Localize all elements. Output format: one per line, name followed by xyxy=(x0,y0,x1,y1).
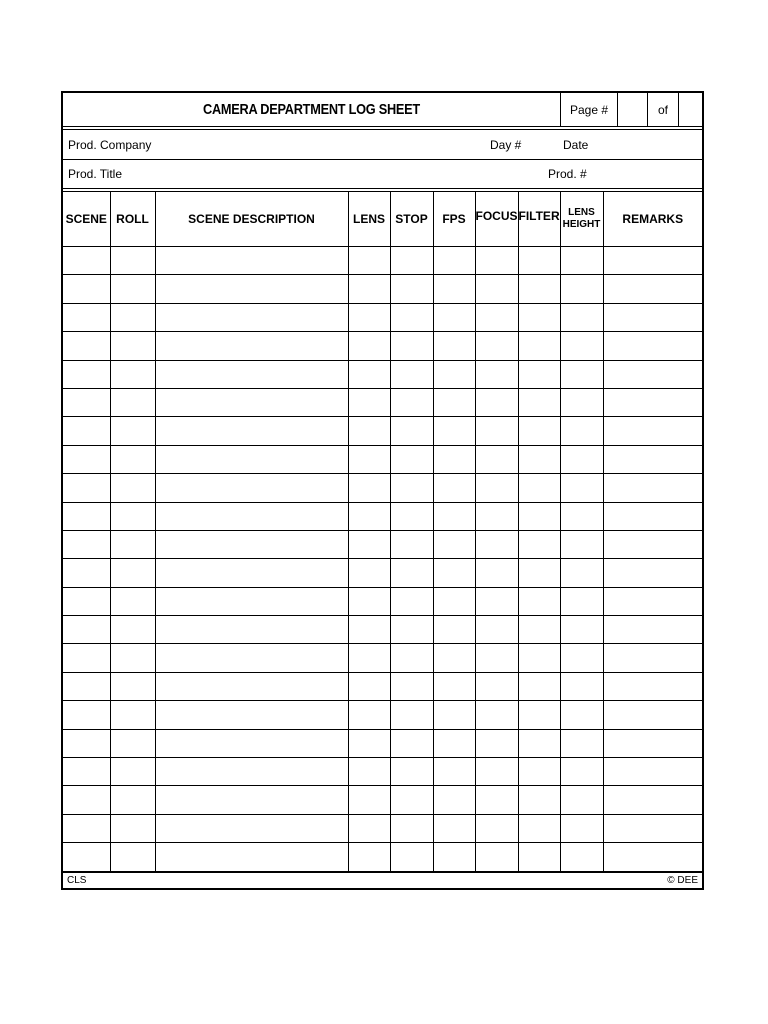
cell-scene[interactable] xyxy=(63,814,110,842)
cell-focus[interactable] xyxy=(475,388,518,416)
cell-scene[interactable] xyxy=(63,644,110,672)
cell-focus[interactable] xyxy=(475,474,518,502)
cell-stop[interactable] xyxy=(390,474,433,502)
cell-stop[interactable] xyxy=(390,701,433,729)
cell-fps[interactable] xyxy=(433,530,475,558)
cell-focus[interactable] xyxy=(475,530,518,558)
cell-stop[interactable] xyxy=(390,814,433,842)
cell-lens[interactable] xyxy=(348,758,390,786)
cell-stop[interactable] xyxy=(390,417,433,445)
cell-lens[interactable] xyxy=(348,729,390,757)
cell-roll[interactable] xyxy=(110,587,155,615)
table-row xyxy=(63,502,702,530)
cell-lens[interactable] xyxy=(348,587,390,615)
cell-filter[interactable] xyxy=(518,843,560,871)
cell-lens-height[interactable] xyxy=(560,360,603,388)
cell-focus[interactable] xyxy=(475,445,518,473)
cell-stop[interactable] xyxy=(390,445,433,473)
cell-lens[interactable] xyxy=(348,247,390,275)
cell-scene[interactable] xyxy=(63,701,110,729)
footer-left-code: CLS xyxy=(67,874,87,886)
cell-fps[interactable] xyxy=(433,360,475,388)
log-sheet xyxy=(61,91,704,890)
table-row xyxy=(63,814,702,842)
cell-fps[interactable] xyxy=(433,417,475,445)
date-label: Date xyxy=(563,137,589,152)
cell-focus[interactable] xyxy=(475,786,518,814)
cell-fps[interactable] xyxy=(433,445,475,473)
cell-scene-description[interactable] xyxy=(155,445,348,473)
footer-copyright: © DEE xyxy=(667,874,698,886)
cell-scene[interactable] xyxy=(63,672,110,700)
cell-focus[interactable] xyxy=(475,502,518,530)
cell-filter[interactable] xyxy=(518,814,560,842)
cell-scene-description[interactable] xyxy=(155,559,348,587)
column-header-roll: ROLL xyxy=(110,192,155,247)
cell-roll[interactable] xyxy=(110,701,155,729)
cell-fps[interactable] xyxy=(433,303,475,331)
cell-scene[interactable] xyxy=(63,587,110,615)
footer xyxy=(63,872,702,888)
cell-roll[interactable] xyxy=(110,417,155,445)
cell-stop[interactable] xyxy=(390,729,433,757)
title-row xyxy=(63,93,702,126)
cell-scene-description[interactable] xyxy=(155,360,348,388)
cell-scene-description[interactable] xyxy=(155,843,348,871)
cell-fps[interactable] xyxy=(433,275,475,303)
cell-scene[interactable] xyxy=(63,786,110,814)
table-row xyxy=(63,559,702,587)
cell-roll[interactable] xyxy=(110,360,155,388)
cell-filter[interactable] xyxy=(518,559,560,587)
cell-focus[interactable] xyxy=(475,417,518,445)
cell-scene-description[interactable] xyxy=(155,303,348,331)
cell-lens[interactable] xyxy=(348,417,390,445)
cell-stop[interactable] xyxy=(390,758,433,786)
cell-roll[interactable] xyxy=(110,843,155,871)
cell-scene-description[interactable] xyxy=(155,729,348,757)
sheet-title: CAMERA DEPARTMENT LOG SHEET xyxy=(203,101,420,118)
table-row xyxy=(63,474,702,502)
column-header-fps: FPS xyxy=(433,192,475,247)
cell-stop[interactable] xyxy=(390,303,433,331)
column-header-remarks: REMARKS xyxy=(603,192,702,247)
cell-scene[interactable] xyxy=(63,275,110,303)
cell-roll[interactable] xyxy=(110,644,155,672)
info-row-company[interactable] xyxy=(63,130,702,159)
cell-lens[interactable] xyxy=(348,332,390,360)
cell-scene[interactable] xyxy=(63,332,110,360)
cell-fps[interactable] xyxy=(433,474,475,502)
table-header-row xyxy=(63,192,702,247)
cell-filter[interactable] xyxy=(518,701,560,729)
cell-scene-description[interactable] xyxy=(155,616,348,644)
cell-filter[interactable] xyxy=(518,445,560,473)
cell-fps[interactable] xyxy=(433,672,475,700)
cell-scene-description[interactable] xyxy=(155,587,348,615)
cell-stop[interactable] xyxy=(390,360,433,388)
cell-roll[interactable] xyxy=(110,786,155,814)
cell-lens-height[interactable] xyxy=(560,616,603,644)
cell-scene[interactable] xyxy=(63,559,110,587)
cell-filter[interactable] xyxy=(518,275,560,303)
cell-scene-description[interactable] xyxy=(155,672,348,700)
cell-lens[interactable] xyxy=(348,303,390,331)
cell-remarks[interactable] xyxy=(603,616,702,644)
cell-lens-height[interactable] xyxy=(560,758,603,786)
cell-lens-height[interactable] xyxy=(560,332,603,360)
cell-lens-height[interactable] xyxy=(560,303,603,331)
cell-roll[interactable] xyxy=(110,814,155,842)
column-header-scene-description: SCENE DESCRIPTION xyxy=(155,192,348,247)
table-row xyxy=(63,672,702,700)
cell-stop[interactable] xyxy=(390,644,433,672)
cell-lens[interactable] xyxy=(348,275,390,303)
cell-fps[interactable] xyxy=(433,247,475,275)
cell-roll[interactable] xyxy=(110,616,155,644)
column-header-lens-height: LENS HEIGHT xyxy=(560,192,603,247)
cell-scene-description[interactable] xyxy=(155,701,348,729)
cell-focus[interactable] xyxy=(475,303,518,331)
cell-scene-description[interactable] xyxy=(155,814,348,842)
cell-fps[interactable] xyxy=(433,843,475,871)
cell-filter[interactable] xyxy=(518,332,560,360)
table-row xyxy=(63,388,702,416)
cell-fps[interactable] xyxy=(433,814,475,842)
cell-stop[interactable] xyxy=(390,587,433,615)
cell-focus[interactable] xyxy=(475,843,518,871)
cell-roll[interactable] xyxy=(110,332,155,360)
cell-focus[interactable] xyxy=(475,814,518,842)
cell-focus[interactable] xyxy=(475,275,518,303)
cell-roll[interactable] xyxy=(110,672,155,700)
cell-fps[interactable] xyxy=(433,644,475,672)
cell-focus[interactable] xyxy=(475,701,518,729)
cell-remarks[interactable] xyxy=(603,360,702,388)
cell-lens[interactable] xyxy=(348,814,390,842)
cell-fps[interactable] xyxy=(433,388,475,416)
cell-stop[interactable] xyxy=(390,332,433,360)
column-header-filter: FILTER xyxy=(518,192,560,247)
log-table xyxy=(63,192,702,872)
cell-stop[interactable] xyxy=(390,530,433,558)
cell-lens-height[interactable] xyxy=(560,644,603,672)
cell-filter[interactable] xyxy=(518,729,560,757)
cell-lens[interactable] xyxy=(348,559,390,587)
cell-lens-height[interactable] xyxy=(560,530,603,558)
cell-scene-description[interactable] xyxy=(155,417,348,445)
cell-remarks[interactable] xyxy=(603,843,702,871)
table-row xyxy=(63,758,702,786)
cell-lens-height[interactable] xyxy=(560,502,603,530)
cell-focus[interactable] xyxy=(475,332,518,360)
cell-remarks[interactable] xyxy=(603,701,702,729)
page-total-field[interactable] xyxy=(678,93,702,126)
cell-stop[interactable] xyxy=(390,502,433,530)
cell-remarks[interactable] xyxy=(603,786,702,814)
cell-remarks[interactable] xyxy=(603,332,702,360)
cell-scene-description[interactable] xyxy=(155,502,348,530)
cell-lens[interactable] xyxy=(348,644,390,672)
cell-remarks[interactable] xyxy=(603,672,702,700)
cell-scene-description[interactable] xyxy=(155,388,348,416)
cell-filter[interactable] xyxy=(518,303,560,331)
column-header-stop: STOP xyxy=(390,192,433,247)
column-header-scene: SCENE xyxy=(63,192,110,247)
cell-scene[interactable] xyxy=(63,843,110,871)
table-row xyxy=(63,445,702,473)
column-header-lens: LENS xyxy=(348,192,390,247)
cell-remarks[interactable] xyxy=(603,303,702,331)
cell-remarks[interactable] xyxy=(603,417,702,445)
cell-stop[interactable] xyxy=(390,275,433,303)
table-row xyxy=(63,729,702,757)
cell-lens[interactable] xyxy=(348,388,390,416)
cell-focus[interactable] xyxy=(475,247,518,275)
cell-remarks[interactable] xyxy=(603,644,702,672)
cell-scene-description[interactable] xyxy=(155,474,348,502)
cell-focus[interactable] xyxy=(475,559,518,587)
cell-remarks[interactable] xyxy=(603,814,702,842)
cell-filter[interactable] xyxy=(518,417,560,445)
table-row xyxy=(63,644,702,672)
cell-scene[interactable] xyxy=(63,474,110,502)
cell-focus[interactable] xyxy=(475,729,518,757)
cell-focus[interactable] xyxy=(475,672,518,700)
cell-scene[interactable] xyxy=(63,360,110,388)
cell-stop[interactable] xyxy=(390,247,433,275)
cell-fps[interactable] xyxy=(433,616,475,644)
cell-filter[interactable] xyxy=(518,502,560,530)
cell-remarks[interactable] xyxy=(603,388,702,416)
cell-lens-height[interactable] xyxy=(560,445,603,473)
cell-stop[interactable] xyxy=(390,559,433,587)
table-row xyxy=(63,332,702,360)
cell-roll[interactable] xyxy=(110,275,155,303)
table-row xyxy=(63,417,702,445)
cell-roll[interactable] xyxy=(110,559,155,587)
table-row xyxy=(63,303,702,331)
cell-scene[interactable] xyxy=(63,729,110,757)
cell-lens-height[interactable] xyxy=(560,843,603,871)
cell-remarks[interactable] xyxy=(603,729,702,757)
cell-scene[interactable] xyxy=(63,616,110,644)
cell-roll[interactable] xyxy=(110,445,155,473)
table-body xyxy=(63,247,702,872)
cell-roll[interactable] xyxy=(110,388,155,416)
cell-focus[interactable] xyxy=(475,587,518,615)
cell-filter[interactable] xyxy=(518,786,560,814)
cell-scene-description[interactable] xyxy=(155,530,348,558)
prod-company-label: Prod. Company xyxy=(68,137,152,152)
cell-fps[interactable] xyxy=(433,502,475,530)
cell-roll[interactable] xyxy=(110,758,155,786)
page-of-label: of xyxy=(647,93,678,126)
cell-fps[interactable] xyxy=(433,786,475,814)
cell-scene-description[interactable] xyxy=(155,644,348,672)
cell-stop[interactable] xyxy=(390,616,433,644)
cell-lens[interactable] xyxy=(348,701,390,729)
cell-remarks[interactable] xyxy=(603,559,702,587)
cell-scene[interactable] xyxy=(63,247,110,275)
table-row xyxy=(63,360,702,388)
cell-lens[interactable] xyxy=(348,360,390,388)
cell-remarks[interactable] xyxy=(603,530,702,558)
cell-scene[interactable] xyxy=(63,530,110,558)
cell-lens-height[interactable] xyxy=(560,275,603,303)
cell-filter[interactable] xyxy=(518,672,560,700)
column-header-focus: FOCUS xyxy=(475,192,518,247)
cell-roll[interactable] xyxy=(110,303,155,331)
table-row xyxy=(63,275,702,303)
cell-fps[interactable] xyxy=(433,587,475,615)
cell-filter[interactable] xyxy=(518,587,560,615)
cell-filter[interactable] xyxy=(518,474,560,502)
cell-lens[interactable] xyxy=(348,474,390,502)
table-row xyxy=(63,587,702,615)
table-row xyxy=(63,247,702,275)
cell-scene-description[interactable] xyxy=(155,275,348,303)
cell-roll[interactable] xyxy=(110,729,155,757)
cell-lens[interactable] xyxy=(348,672,390,700)
cell-filter[interactable] xyxy=(518,388,560,416)
table-row xyxy=(63,701,702,729)
prod-title-label: Prod. Title xyxy=(68,167,123,181)
cell-lens[interactable] xyxy=(348,786,390,814)
cell-lens-height[interactable] xyxy=(560,474,603,502)
cell-lens-height[interactable] xyxy=(560,729,603,757)
cell-lens[interactable] xyxy=(348,502,390,530)
day-label: Day # xyxy=(490,137,522,152)
cell-remarks[interactable] xyxy=(603,445,702,473)
cell-focus[interactable] xyxy=(475,644,518,672)
info-row-title[interactable] xyxy=(63,159,702,188)
cell-lens[interactable] xyxy=(348,445,390,473)
cell-scene-description[interactable] xyxy=(155,332,348,360)
cell-stop[interactable] xyxy=(390,843,433,871)
cell-stop[interactable] xyxy=(390,388,433,416)
cell-lens-height[interactable] xyxy=(560,417,603,445)
page-number-field[interactable] xyxy=(617,93,647,126)
cell-roll[interactable] xyxy=(110,247,155,275)
cell-remarks[interactable] xyxy=(603,587,702,615)
cell-filter[interactable] xyxy=(518,530,560,558)
cell-scene[interactable] xyxy=(63,502,110,530)
cell-scene-description[interactable] xyxy=(155,758,348,786)
cell-scene[interactable] xyxy=(63,758,110,786)
cell-filter[interactable] xyxy=(518,758,560,786)
cell-lens[interactable] xyxy=(348,843,390,871)
cell-fps[interactable] xyxy=(433,332,475,360)
cell-scene[interactable] xyxy=(63,303,110,331)
cell-remarks[interactable] xyxy=(603,275,702,303)
cell-stop[interactable] xyxy=(390,672,433,700)
cell-remarks[interactable] xyxy=(603,474,702,502)
cell-lens-height[interactable] xyxy=(560,701,603,729)
cell-filter[interactable] xyxy=(518,360,560,388)
cell-filter[interactable] xyxy=(518,616,560,644)
cell-lens[interactable] xyxy=(348,616,390,644)
cell-focus[interactable] xyxy=(475,360,518,388)
cell-fps[interactable] xyxy=(433,559,475,587)
table-row xyxy=(63,530,702,558)
cell-filter[interactable] xyxy=(518,247,560,275)
table-row xyxy=(63,843,702,871)
cell-fps[interactable] xyxy=(433,758,475,786)
cell-lens-height[interactable] xyxy=(560,559,603,587)
cell-scene-description[interactable] xyxy=(155,786,348,814)
cell-remarks[interactable] xyxy=(603,502,702,530)
cell-roll[interactable] xyxy=(110,530,155,558)
cell-lens[interactable] xyxy=(348,530,390,558)
page-number-label: Page # xyxy=(560,93,617,126)
cell-lens-height[interactable] xyxy=(560,388,603,416)
table-row xyxy=(63,616,702,644)
cell-roll[interactable] xyxy=(110,474,155,502)
prod-number-label: Prod. # xyxy=(548,167,587,181)
cell-lens-height[interactable] xyxy=(560,786,603,814)
cell-filter[interactable] xyxy=(518,644,560,672)
cell-stop[interactable] xyxy=(390,786,433,814)
cell-roll[interactable] xyxy=(110,502,155,530)
cell-scene-description[interactable] xyxy=(155,247,348,275)
cell-remarks[interactable] xyxy=(603,247,702,275)
cell-fps[interactable] xyxy=(433,729,475,757)
cell-scene[interactable] xyxy=(63,445,110,473)
cell-fps[interactable] xyxy=(433,701,475,729)
cell-focus[interactable] xyxy=(475,758,518,786)
cell-remarks[interactable] xyxy=(603,758,702,786)
cell-lens-height[interactable] xyxy=(560,672,603,700)
cell-lens-height[interactable] xyxy=(560,814,603,842)
cell-scene[interactable] xyxy=(63,388,110,416)
cell-lens-height[interactable] xyxy=(560,587,603,615)
cell-focus[interactable] xyxy=(475,616,518,644)
cell-lens-height[interactable] xyxy=(560,247,603,275)
table-row xyxy=(63,786,702,814)
cell-scene[interactable] xyxy=(63,417,110,445)
